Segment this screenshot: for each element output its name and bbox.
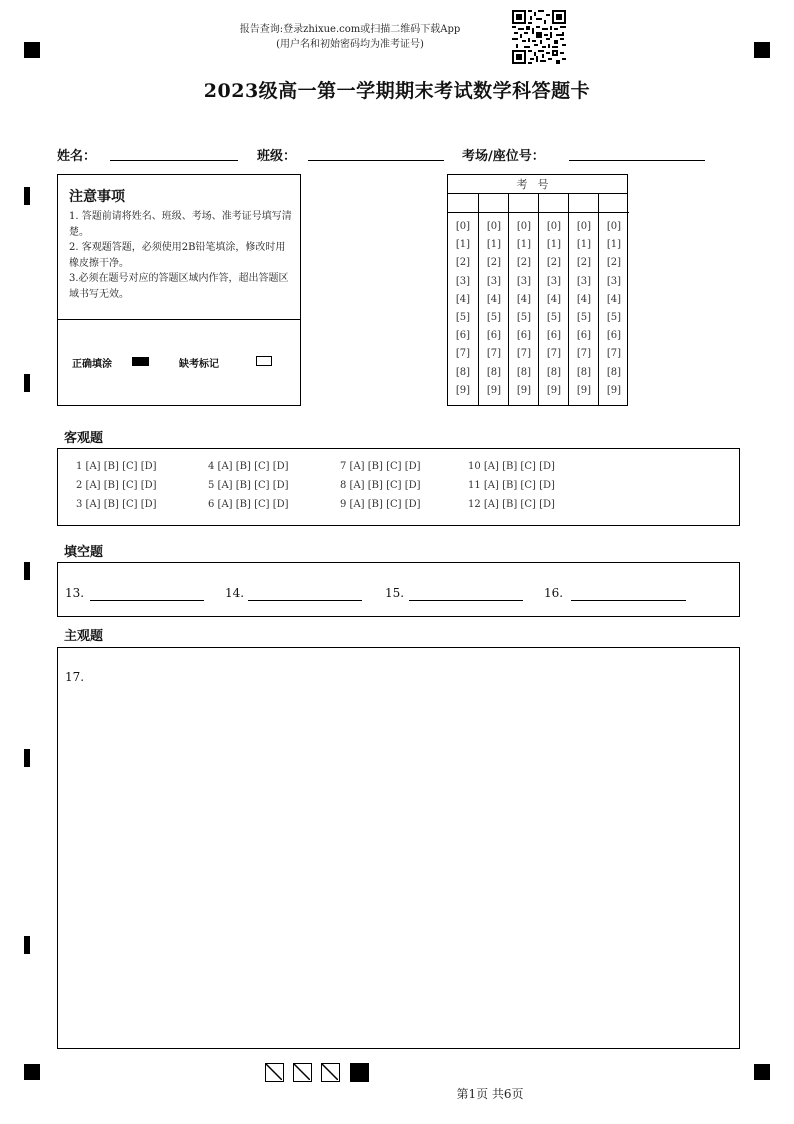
room-seat-field[interactable] (569, 160, 705, 161)
fill-in-answer-box (57, 562, 740, 617)
exam-digit-column (478, 194, 508, 405)
page-code-box (265, 1063, 284, 1082)
notice-box (57, 174, 301, 406)
exam-digit-bubble[interactable]: [2] (576, 257, 592, 269)
exam-digit-write-box[interactable] (448, 194, 478, 213)
exam-digit-bubble[interactable]: [6] (606, 330, 622, 342)
objective-question-options[interactable]: 7 [A] [B] [C] [D] (340, 461, 421, 472)
registration-mark (24, 42, 40, 58)
exam-digit-column (598, 194, 628, 405)
exam-digit-bubble[interactable]: [5] (486, 312, 502, 323)
report-query-line2: (用户名和初始密码均为准考证号) (276, 39, 424, 50)
exam-digit-bubble[interactable]: [1] (606, 239, 622, 251)
correct-fill-label: 正确填涂 (72, 359, 112, 370)
notice-list (69, 209, 293, 302)
objective-question-options[interactable]: 2 [A] [B] [C] [D] (76, 480, 157, 491)
notice-title: 注意事项 (69, 189, 125, 205)
exam-digit-bubble[interactable]: [4] (486, 293, 502, 305)
exam-digit-bubble[interactable]: [5] (455, 312, 471, 323)
exam-digit-write-box[interactable] (599, 194, 629, 213)
exam-digit-bubble[interactable]: [3] (455, 275, 471, 287)
question-number: 17. (65, 670, 85, 684)
registration-mark (754, 1064, 770, 1080)
exam-digit-bubble[interactable]: [4] (606, 293, 622, 305)
correct-fill-sample (132, 357, 149, 366)
objective-question-options[interactable]: 6 [A] [B] [C] [D] (208, 499, 289, 510)
exam-digit-bubble[interactable]: [0] (486, 221, 502, 232)
timing-mark (24, 749, 30, 767)
page-code-box (293, 1063, 312, 1082)
room-seat-label: 考场/座位号： (462, 149, 545, 164)
question-number: 14. (225, 586, 245, 600)
exam-digit-bubble[interactable]: [7] (516, 348, 532, 360)
report-query-line1: 报告查询:登录zhixue.com或扫描二维码下载App (239, 24, 461, 35)
question-number: 15. (385, 586, 405, 600)
exam-digit-bubble[interactable]: [7] (455, 348, 471, 360)
exam-digit-bubble[interactable]: [4] (455, 293, 471, 305)
exam-digit-column (568, 194, 598, 405)
exam-digit-column (448, 194, 478, 405)
exam-digit-bubble[interactable]: [6] (486, 330, 502, 342)
divider (58, 319, 300, 320)
timing-mark (24, 936, 30, 954)
timing-mark (24, 562, 30, 580)
exam-digit-bubble[interactable]: [1] (455, 239, 471, 251)
exam-digit-bubble[interactable]: [9] (486, 384, 502, 396)
notice-item: 1. 答题前请将姓名、班级、考场、准考证号填写清楚。 (69, 211, 292, 238)
name-label: 姓名： (57, 149, 97, 164)
exam-digit-bubble[interactable]: [5] (516, 312, 532, 323)
exam-digit-bubble[interactable]: [2] (455, 257, 471, 269)
exam-digit-bubble[interactable]: [9] (606, 384, 622, 396)
objective-question-options[interactable]: 8 [A] [B] [C] [D] (340, 480, 421, 491)
objective-question-options[interactable]: 11 [A] [B] [C] [D] (468, 480, 555, 491)
exam-digit-column (538, 194, 568, 405)
exam-digit-bubble[interactable]: [8] (606, 366, 622, 378)
exam-digit-bubble[interactable]: [3] (546, 275, 562, 287)
objective-question-options[interactable]: 5 [A] [B] [C] [D] (208, 480, 289, 491)
exam-digit-bubble[interactable]: [0] (576, 221, 592, 232)
notice-item: 3.必须在题号对应的答题区域内作答，超出答题区域书写无效。 (69, 273, 289, 300)
page-code-box-filled (350, 1063, 369, 1082)
exam-digit-bubble[interactable]: [0] (546, 221, 562, 232)
report-query-note (200, 22, 500, 52)
objective-question-options[interactable]: 4 [A] [B] [C] [D] (208, 461, 289, 472)
subjective-answer-box[interactable] (57, 647, 740, 1049)
subjective-section-title: 主观题 (64, 629, 104, 644)
exam-digit-bubble[interactable]: [5] (576, 312, 592, 323)
timing-mark (24, 187, 30, 205)
page-code-box (321, 1063, 340, 1082)
exam-digit-bubble[interactable]: [1] (576, 239, 592, 251)
exam-digit-bubble[interactable]: [0] (606, 221, 622, 232)
objective-question-options[interactable]: 1 [A] [B] [C] [D] (76, 461, 157, 472)
exam-digit-bubble[interactable]: [6] (516, 330, 532, 342)
exam-digit-bubble[interactable]: [7] (486, 348, 502, 360)
exam-digit-bubble[interactable]: [3] (606, 275, 622, 287)
objective-question-options[interactable]: 12 [A] [B] [C] [D] (468, 499, 555, 510)
registration-mark (754, 42, 770, 58)
exam-digit-bubble[interactable]: [7] (606, 348, 622, 360)
exam-digit-bubble[interactable]: [7] (576, 348, 592, 360)
exam-digit-bubble[interactable]: [6] (576, 330, 592, 342)
exam-digit-bubble[interactable]: [5] (606, 312, 622, 323)
exam-digit-bubble[interactable]: [4] (516, 293, 532, 305)
exam-digit-bubble[interactable]: [2] (516, 257, 532, 269)
exam-digit-column (508, 194, 538, 405)
exam-digit-write-box[interactable] (569, 194, 599, 213)
exam-digit-bubble[interactable]: [3] (516, 275, 532, 287)
exam-digit-bubble[interactable]: [8] (546, 366, 562, 378)
exam-digit-bubble[interactable]: [3] (576, 275, 592, 287)
objective-question-options[interactable]: 9 [A] [B] [C] [D] (340, 499, 421, 510)
name-field[interactable] (110, 160, 238, 161)
question-number: 13. (65, 586, 85, 600)
exam-digit-bubble[interactable]: [8] (516, 366, 532, 378)
objective-question-options[interactable]: 3 [A] [B] [C] [D] (76, 499, 157, 510)
exam-digit-bubble[interactable]: [4] (576, 293, 592, 305)
exam-digit-bubble[interactable]: [0] (516, 221, 532, 232)
class-label: 班级： (257, 149, 297, 164)
exam-digit-bubble[interactable]: [1] (486, 239, 502, 251)
exam-number-grid (447, 174, 628, 406)
answer-line-16[interactable] (571, 600, 686, 601)
exam-digit-bubble[interactable]: [4] (546, 293, 562, 305)
exam-digit-bubble[interactable]: [9] (546, 384, 562, 396)
exam-number-header: 考号 (448, 175, 627, 194)
objective-answer-box (57, 448, 740, 526)
page-title: 2023级高一第一学期期末考试数学科答题卡 (203, 80, 591, 102)
answer-line-13[interactable] (90, 600, 204, 601)
question-number: 16. (544, 586, 564, 600)
exam-digit-bubble[interactable]: [1] (546, 239, 562, 251)
exam-digit-bubble[interactable]: [3] (486, 275, 502, 287)
exam-digit-bubble[interactable]: [6] (455, 330, 471, 342)
exam-digit-bubble[interactable]: [7] (546, 348, 562, 360)
class-field[interactable] (308, 160, 444, 161)
exam-digit-write-box[interactable] (509, 194, 539, 213)
absent-mark-label: 缺考标记 (179, 359, 219, 370)
exam-digit-bubble[interactable]: [9] (516, 384, 532, 396)
exam-digit-write-box[interactable] (479, 194, 509, 213)
answer-line-15[interactable] (409, 600, 523, 601)
exam-digit-bubble[interactable]: [6] (546, 330, 562, 342)
page-number: 第1页 共6页 (456, 1087, 524, 1101)
exam-digit-bubble[interactable]: [8] (486, 366, 502, 378)
exam-digit-bubble[interactable]: [2] (486, 257, 502, 269)
qr-code-icon[interactable] (512, 10, 566, 64)
registration-mark (24, 1064, 40, 1080)
objective-section-title: 客观题 (64, 431, 104, 446)
exam-digit-bubble[interactable]: [9] (576, 384, 592, 396)
answer-line-14[interactable] (248, 600, 362, 601)
exam-digit-bubble[interactable]: [5] (546, 312, 562, 323)
exam-digit-bubble[interactable]: [2] (546, 257, 562, 269)
exam-digit-bubble[interactable]: [9] (455, 384, 471, 396)
exam-digit-bubble[interactable]: [8] (455, 366, 471, 378)
fill-in-section-title: 填空题 (64, 545, 104, 560)
absent-mark-box[interactable] (256, 356, 272, 366)
objective-question-options[interactable]: 10 [A] [B] [C] [D] (468, 461, 555, 472)
exam-digit-bubble[interactable]: [1] (516, 239, 532, 251)
exam-digit-bubble[interactable]: [8] (576, 366, 592, 378)
exam-digit-write-box[interactable] (539, 194, 569, 213)
exam-digit-bubble[interactable]: [0] (455, 221, 471, 232)
exam-digit-bubble[interactable]: [2] (606, 257, 622, 269)
timing-mark (24, 374, 30, 392)
notice-item: 2. 客观题答题，必须使用2B铅笔填涂，修改时用橡皮擦干净。 (69, 242, 286, 269)
